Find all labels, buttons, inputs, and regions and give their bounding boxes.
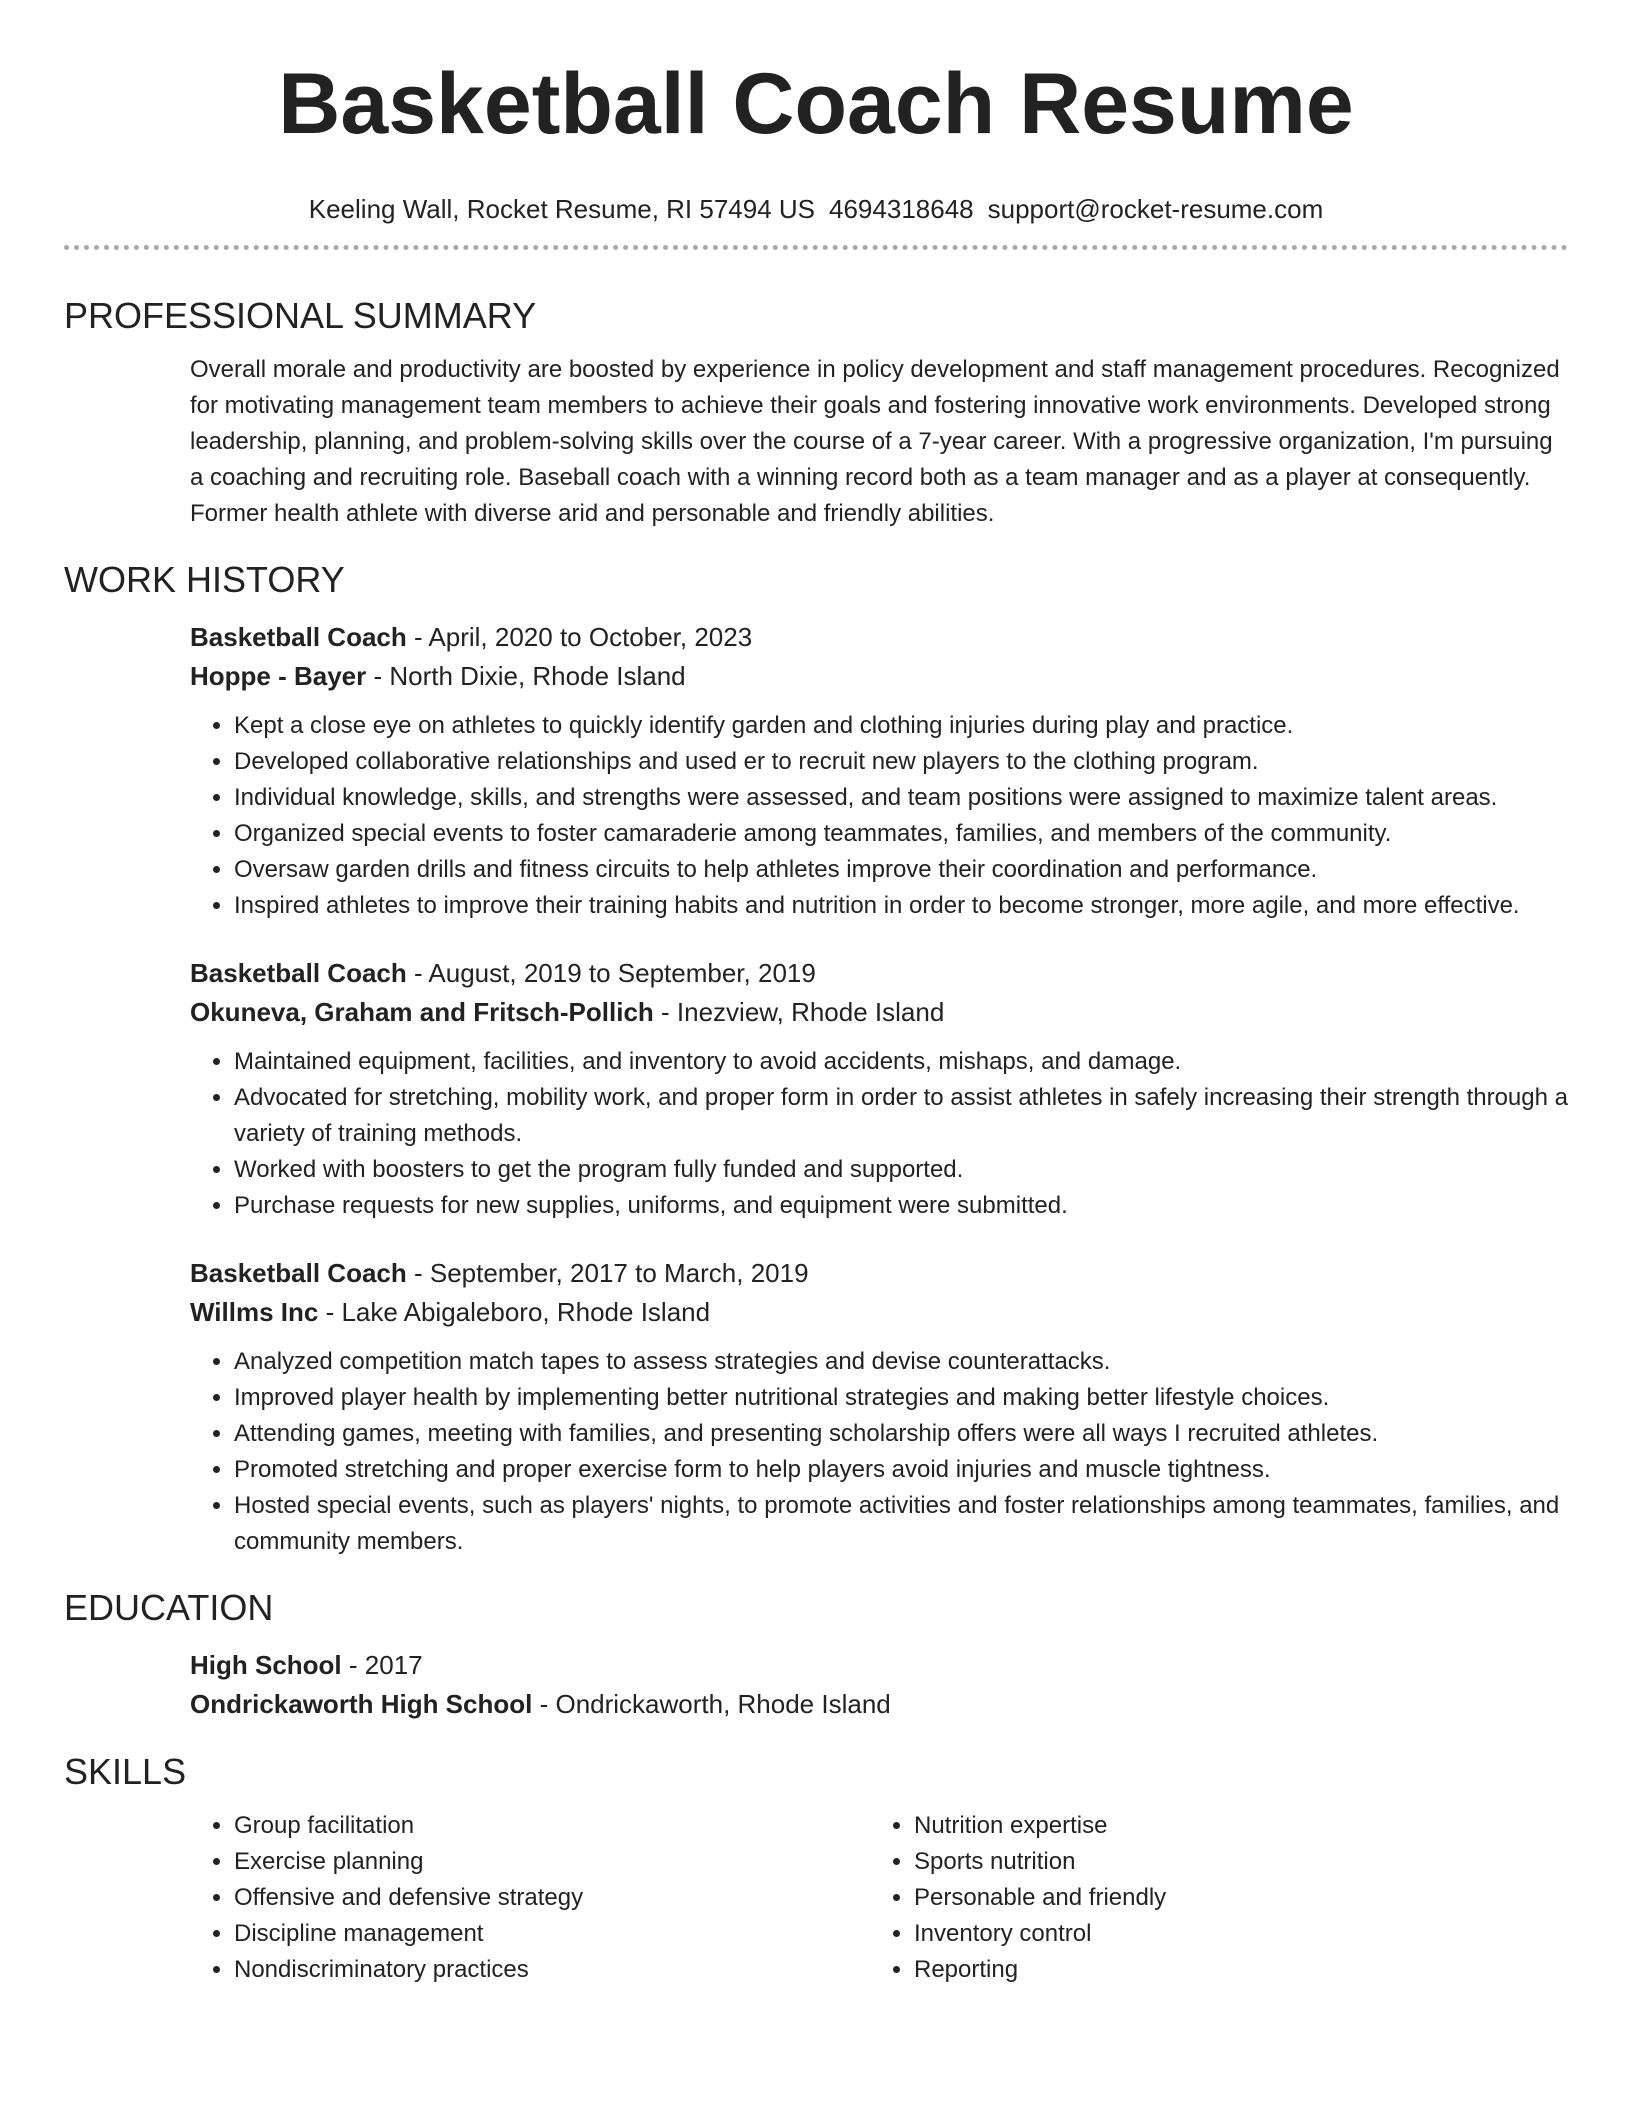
job-company: Hoppe - Bayer	[190, 661, 367, 691]
skill-item: • Discipline management	[234, 1916, 870, 1952]
job-location: - Inezview, Rhode Island	[653, 997, 945, 1027]
job-bullet: • Inspired athletes to improve their training habits and nutrition in order to become stronger, more agile, and more effective.	[234, 888, 1568, 924]
job-bullet: • Advocated for stretching, mobility work, and proper form in order to assist athletes in safely increasing their strength through a variety of training methods.	[234, 1080, 1568, 1152]
job-role: Basketball Coach	[190, 1258, 407, 1288]
education-year: - 2017	[341, 1650, 423, 1680]
job-bullets	[190, 708, 1568, 924]
job-bullet: • Hosted special events, such as players' nights, to promote activities and foster relationships among teammates, families, and community members.	[234, 1488, 1568, 1560]
skill-item: • Offensive and defensive strategy	[234, 1880, 870, 1916]
skill-item: • Sports nutrition	[914, 1844, 1550, 1880]
job-company-line	[190, 993, 1568, 1032]
contact-email: support@rocket-resume.com	[987, 194, 1324, 224]
skill-item: • Inventory control	[914, 1916, 1550, 1952]
resume-title: Basketball Coach Resume	[278, 56, 1354, 152]
skills-column-right	[870, 1808, 1550, 1988]
summary-text: Overall morale and productivity are boosted by experience in policy development and staff management procedures. Recognized for motivating management team members to achieve their goals and fostering innovative work environments. Developed strong leadership, planning, and problem-solving skills over the course of a 7-year career. With a progressive organization, I'm pursuing a coaching and recruiting role. Baseball coach with a winning record both as a team manager and as a player at consequently. Former health athlete with diverse arid and personable and friendly abilities.	[190, 356, 1560, 527]
education-school: Ondrickaworth High School	[190, 1689, 533, 1719]
education-degree-line	[190, 1646, 1568, 1685]
job-bullet: • Analyzed competition match tapes to assess strategies and devise counterattacks.	[234, 1344, 1568, 1380]
resume-header	[64, 0, 1568, 250]
summary-heading: PROFESSIONAL SUMMARY	[64, 295, 537, 336]
job-entry	[64, 618, 1568, 924]
education-heading: EDUCATION	[64, 1587, 274, 1628]
work-history-section	[64, 558, 1568, 1560]
job-bullet: • Improved player health by implementing better nutritional strategies and making better lifestyle choices.	[234, 1380, 1568, 1416]
job-bullet: • Oversaw garden drills and fitness circuits to help athletes improve their coordination and performance.	[234, 852, 1568, 888]
education-entry	[64, 1646, 1568, 1724]
job-entry	[64, 954, 1568, 1224]
skills-section	[64, 1750, 1568, 1988]
skill-item: • Exercise planning	[234, 1844, 870, 1880]
job-role: Basketball Coach	[190, 622, 407, 652]
job-location: - Lake Abigaleboro, Rhode Island	[318, 1297, 711, 1327]
education-location: - Ondrickaworth, Rhode Island	[532, 1689, 891, 1719]
job-dates: - April, 2020 to October, 2023	[406, 622, 753, 652]
contact-phone: 4694318648	[829, 194, 974, 224]
job-bullet: • Attending games, meeting with families, and presenting scholarship offers were all ways I recruited athletes.	[234, 1416, 1568, 1452]
skills-heading: SKILLS	[64, 1751, 187, 1792]
job-bullet: • Organized special events to foster camaraderie among teammates, families, and members of the community.	[234, 816, 1568, 852]
education-school-line	[190, 1685, 1568, 1724]
job-bullets	[190, 1044, 1568, 1224]
job-title-line	[190, 1254, 1568, 1293]
job-company: Okuneva, Graham and Fritsch-Pollich	[190, 997, 654, 1027]
job-title-line	[190, 618, 1568, 657]
skill-item: • Personable and friendly	[914, 1880, 1550, 1916]
job-bullet: • Promoted stretching and proper exercise form to help players avoid injuries and muscle tightness.	[234, 1452, 1568, 1488]
job-bullet: • Worked with boosters to get the program fully funded and supported.	[234, 1152, 1568, 1188]
job-bullet: • Purchase requests for new supplies, uniforms, and equipment were submitted.	[234, 1188, 1568, 1224]
job-company: Willms Inc	[190, 1297, 319, 1327]
education-degree: High School	[190, 1650, 342, 1680]
job-bullet: • Individual knowledge, skills, and strengths were assessed, and team positions were assigned to maximize talent areas.	[234, 780, 1568, 816]
job-company-line	[190, 657, 1568, 696]
skill-item: • Group facilitation	[234, 1808, 870, 1844]
work-history-heading: WORK HISTORY	[64, 559, 345, 600]
job-dates: - August, 2019 to September, 2019	[406, 958, 816, 988]
job-bullet: • Kept a close eye on athletes to quickly identify garden and clothing injuries during play and practice.	[234, 708, 1568, 744]
job-title-line	[190, 954, 1568, 993]
skill-item: • Nondiscriminatory practices	[234, 1952, 870, 1988]
contact-address: Keeling Wall, Rocket Resume, RI 57494 US	[308, 194, 816, 224]
contact-line	[64, 192, 1568, 226]
skills-list-right	[870, 1808, 1550, 1988]
skills-column-left	[190, 1808, 870, 1988]
job-bullet: • Maintained equipment, facilities, and inventory to avoid accidents, mishaps, and damage.	[234, 1044, 1568, 1080]
job-bullets	[190, 1344, 1568, 1560]
job-bullet: • Developed collaborative relationships and used er to recruit new players to the clothing program.	[234, 744, 1568, 780]
job-location: - North Dixie, Rhode Island	[366, 661, 686, 691]
summary-section	[64, 294, 1568, 532]
job-entry	[64, 1254, 1568, 1560]
education-section	[64, 1586, 1568, 1724]
skill-item: • Nutrition expertise	[914, 1808, 1550, 1844]
skills-columns	[64, 1808, 1568, 1988]
skill-item: • Reporting	[914, 1952, 1550, 1988]
skills-list-left	[190, 1808, 870, 1988]
job-company-line	[190, 1293, 1568, 1332]
job-role: Basketball Coach	[190, 958, 407, 988]
header-divider	[64, 245, 1568, 250]
job-dates: - September, 2017 to March, 2019	[406, 1258, 809, 1288]
